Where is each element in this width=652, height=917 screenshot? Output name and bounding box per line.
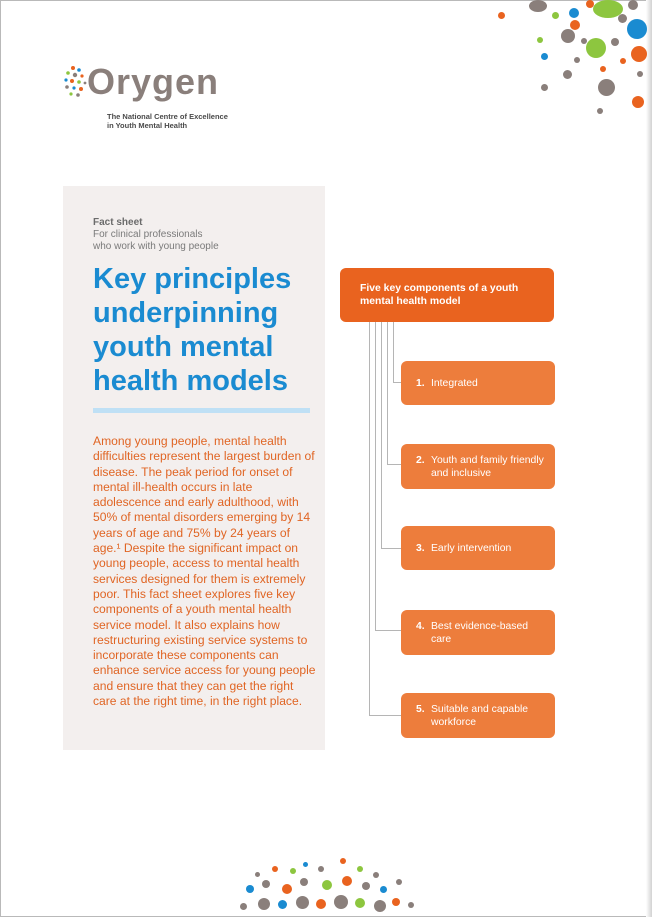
component-integrated [401, 361, 555, 405]
component-best-evidence [401, 610, 555, 655]
component-youth-friendly [401, 444, 555, 489]
component-number: 5. [416, 704, 425, 715]
fact-sheet-label: Fact sheet [93, 217, 143, 228]
component-label: Best evidence-based care [431, 620, 529, 645]
title-divider [93, 408, 310, 413]
component-label: Youth and family friendly and inclusive [431, 454, 544, 479]
component-number: 4. [416, 621, 425, 632]
components-header: Five key components of a youth mental health model [340, 268, 554, 322]
component-number: 3. [416, 542, 425, 554]
page-title: Key principles underpinning youth mental health models [93, 263, 292, 397]
logo-tagline: The National Centre of Excellence in Youth Mental Health [107, 112, 228, 130]
component-workforce [401, 693, 555, 738]
intro-paragraph: Among young people, mental health difficulties represent the largest burden of disease. The peak period for onset of mental ill-health occurs in late adolescence and early adulthood, with 50% of mental disorders emerging by 14 years of age and 75% by 24 years of age.¹ Despite the significant impact on young people, access to mental health services designed for them is extremely poor. This fact sheet explores five key components of a youth mental health service model. It also explains how restructuring existing service systems to incorporate these components can enhance service access for young people and ensure that they can get the right care at the right time, in the right place. [93, 434, 316, 709]
audience-text: For clinical professionals who work with young people [93, 229, 219, 252]
component-number: 2. [416, 455, 425, 466]
fact-sheet-panel [63, 186, 325, 750]
logo-wordmark: Orygen [87, 61, 220, 102]
orygen-logo [63, 60, 233, 140]
component-label: Early intervention [431, 542, 512, 554]
page-edge-shadow [646, 0, 652, 917]
component-number: 1. [416, 377, 425, 389]
component-label: Suitable and capable workforce [431, 703, 529, 728]
component-label: Integrated [431, 377, 478, 389]
component-early-intervention [401, 526, 555, 570]
dot-cluster-icon [63, 64, 89, 100]
